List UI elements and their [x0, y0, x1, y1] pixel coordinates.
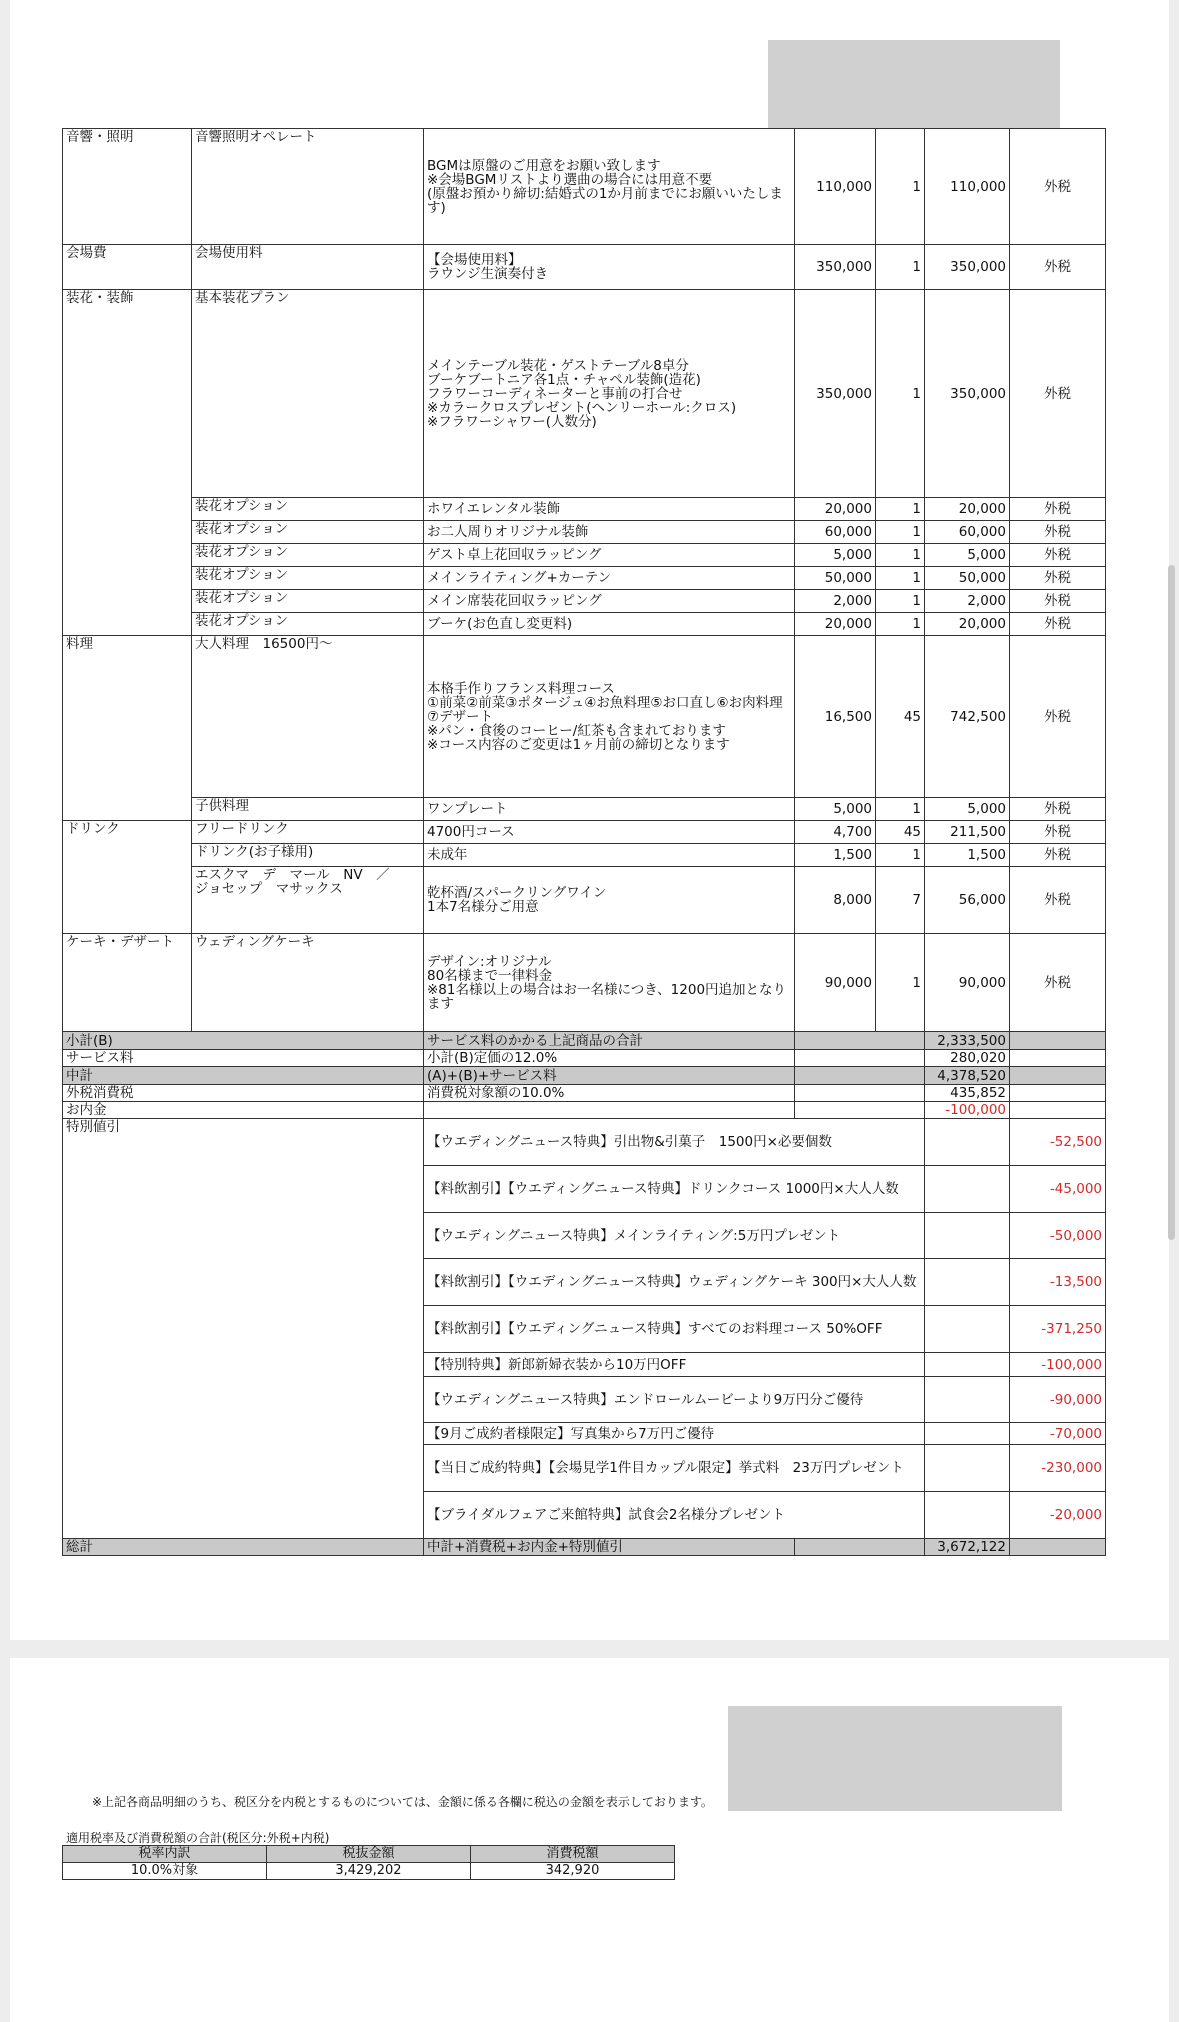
total-row [63, 1085, 1106, 1102]
quantity-cell: 45 [876, 636, 925, 798]
category-cell [63, 498, 192, 521]
total-description [424, 1102, 795, 1119]
total-description: 小計(B)定価の12.0% [424, 1050, 795, 1067]
discount-blank-cell [925, 1445, 1010, 1492]
category-cell [63, 867, 192, 934]
description-cell: お二人周りオリジナル装飾 [424, 521, 795, 544]
item-cell: フリードリンク [192, 821, 424, 844]
item-cell: 大人料理 16500円～ [192, 636, 424, 798]
unit-price-cell: 1,500 [795, 844, 876, 867]
amount-cell: 20,000 [925, 613, 1010, 636]
grand-total-label: 総計 [63, 1539, 424, 1556]
tax-type-cell: 外税 [1010, 590, 1106, 613]
description-cell: メインライティング+カーテン [424, 567, 795, 590]
total-tax-blank [1010, 1085, 1106, 1102]
tax-type-cell: 外税 [1010, 934, 1106, 1032]
unit-price-cell: 90,000 [795, 934, 876, 1032]
amount-cell: 742,500 [925, 636, 1010, 798]
total-blank-cell [795, 1032, 925, 1050]
item-cell: 装花オプション [192, 590, 424, 613]
total-row [63, 1102, 1106, 1119]
table-row [63, 544, 1106, 567]
discount-amount: -230,000 [1010, 1445, 1106, 1492]
total-label: 中計 [63, 1067, 424, 1085]
grand-total-row [63, 1539, 1106, 1556]
quantity-cell: 1 [876, 798, 925, 821]
tax-type-cell: 外税 [1010, 544, 1106, 567]
item-cell: 基本装花プラン [192, 290, 424, 498]
total-blank-cell [795, 1067, 925, 1085]
discount-description: 【ウエディングニュース特典】エンドロールムービーより9万円分ご優待 [424, 1377, 925, 1423]
total-amount: -100,000 [925, 1102, 1010, 1119]
amount-cell: 90,000 [925, 934, 1010, 1032]
category-cell [63, 844, 192, 867]
total-description: サービス料のかかる上記商品の合計 [424, 1032, 795, 1050]
description-cell: 本格手作りフランス料理コース ①前菜②前菜③ポタージュ④お魚料理⑤お口直し⑥お肉料理⑦デザート ※パン・食後のコーヒー/紅茶も含まれております ※コース内容のご変更は1ヶ月前の締切となります [424, 636, 795, 798]
discount-blank-cell [925, 1213, 1010, 1259]
total-label: お内金 [63, 1102, 424, 1119]
total-description: (A)+(B)+サービス料 [424, 1067, 795, 1085]
category-cell: ケーキ・デザート [63, 934, 192, 1032]
description-cell: 4700円コース [424, 821, 795, 844]
estimate-table-body [63, 129, 1106, 1556]
table-row [63, 821, 1106, 844]
tax-summary-header: 消費税額 [471, 1846, 675, 1863]
amount-cell: 5,000 [925, 798, 1010, 821]
grand-total-blank [795, 1539, 925, 1556]
total-tax-blank [1010, 1067, 1106, 1085]
item-cell: 子供料理 [192, 798, 424, 821]
table-row [63, 867, 1106, 934]
grand-total-tax-blank [1010, 1539, 1106, 1556]
amount-cell: 56,000 [925, 867, 1010, 934]
total-row [63, 1050, 1106, 1067]
discount-description: 【ウエディングニュース特典】引出物&引菓子 1500円×必要個数 [424, 1119, 925, 1166]
description-cell: 未成年 [424, 844, 795, 867]
item-cell: 装花オプション [192, 613, 424, 636]
item-cell: 装花オプション [192, 544, 424, 567]
grand-total-description: 中計+消費税+お内金+特別値引 [424, 1539, 795, 1556]
item-cell: ウェディングケーキ [192, 934, 424, 1032]
unit-price-cell: 16,500 [795, 636, 876, 798]
unit-price-cell: 50,000 [795, 567, 876, 590]
discount-description: 【料飲割引】【ウエディングニュース特典】ドリンクコース 1000円×大人人数 [424, 1166, 925, 1213]
redacted-area-bottom [728, 1706, 1062, 1811]
table-row [63, 844, 1106, 867]
quantity-cell: 1 [876, 567, 925, 590]
tax-summary-header: 税率内訳 [63, 1846, 267, 1863]
discount-amount: -45,000 [1010, 1166, 1106, 1213]
tax-type-cell: 外税 [1010, 636, 1106, 798]
table-row [63, 290, 1106, 498]
tax-summary-header: 税抜金額 [267, 1846, 471, 1863]
table-row [63, 498, 1106, 521]
total-label: 小計(B) [63, 1032, 424, 1050]
discount-blank-cell [925, 1119, 1010, 1166]
discount-amount: -52,500 [1010, 1119, 1106, 1166]
discount-blank-cell [925, 1166, 1010, 1213]
discount-blank-cell [925, 1306, 1010, 1353]
total-blank-cell [795, 1102, 925, 1119]
scrollbar[interactable] [1168, 565, 1175, 1240]
category-cell: 音響・照明 [63, 129, 192, 245]
unit-price-cell: 20,000 [795, 498, 876, 521]
total-amount: 435,852 [925, 1085, 1010, 1102]
quantity-cell: 1 [876, 129, 925, 245]
discount-amount: -100,000 [1010, 1353, 1106, 1377]
discount-description: 【料飲割引】【ウエディングニュース特典】ウェディングケーキ 300円×大人人数 [424, 1259, 925, 1306]
tax-type-cell: 外税 [1010, 798, 1106, 821]
tax-type-cell: 外税 [1010, 821, 1106, 844]
amount-cell: 50,000 [925, 567, 1010, 590]
description-cell: ブーケ(お色直し変更料) [424, 613, 795, 636]
discount-description: 【9月ご成約者様限定】写真集から7万円ご優待 [424, 1423, 925, 1445]
unit-price-cell: 8,000 [795, 867, 876, 934]
table-row [63, 934, 1106, 1032]
total-tax-blank [1010, 1032, 1106, 1050]
category-cell: 装花・装飾 [63, 290, 192, 498]
tax-note: ※上記各商品明細のうち、税区分を内税とするものについては、金額に係る各欄に税込の金額を表示しております。 [92, 1795, 713, 1809]
category-cell: 料理 [63, 636, 192, 798]
total-amount: 280,020 [925, 1050, 1010, 1067]
quantity-cell: 1 [876, 498, 925, 521]
discount-amount: -371,250 [1010, 1306, 1106, 1353]
discount-amount: -13,500 [1010, 1259, 1106, 1306]
unit-price-cell: 350,000 [795, 290, 876, 498]
description-cell: 【会場使用料】 ラウンジ生演奏付き [424, 245, 795, 290]
total-row [63, 1032, 1106, 1050]
tax-type-cell: 外税 [1010, 567, 1106, 590]
category-cell [63, 613, 192, 636]
tax-summary-table [62, 1845, 675, 1880]
discount-description: 【当日ご成約特典】【会場見学1件目カップル限定】挙式料 23万円プレゼント [424, 1445, 925, 1492]
total-label: 外税消費税 [63, 1085, 424, 1102]
total-tax-blank [1010, 1050, 1106, 1067]
table-row [63, 613, 1106, 636]
tax-summary-caption: 適用税率及び消費税額の合計(税区分:外税+内税) [66, 1831, 330, 1845]
unit-price-cell: 4,700 [795, 821, 876, 844]
amount-cell: 350,000 [925, 290, 1010, 498]
category-cell [63, 521, 192, 544]
unit-price-cell: 5,000 [795, 544, 876, 567]
total-tax-blank [1010, 1102, 1106, 1119]
discount-blank-cell [925, 1492, 1010, 1539]
item-cell: エスクマ デ マール NV ／ ジョセップ マサックス [192, 867, 424, 934]
category-cell: ドリンク [63, 821, 192, 844]
discount-description: 【料飲割引】【ウエディングニュース特典】すべてのお料理コース 50%OFF [424, 1306, 925, 1353]
unit-price-cell: 2,000 [795, 590, 876, 613]
amount-cell: 60,000 [925, 521, 1010, 544]
unit-price-cell: 5,000 [795, 798, 876, 821]
amount-cell: 211,500 [925, 821, 1010, 844]
table-row [63, 798, 1106, 821]
amount-cell: 5,000 [925, 544, 1010, 567]
discount-amount: -70,000 [1010, 1423, 1106, 1445]
description-cell: 乾杯酒/スパークリングワイン 1本7名様分ご用意 [424, 867, 795, 934]
quantity-cell: 1 [876, 590, 925, 613]
discount-blank-cell [925, 1423, 1010, 1445]
tax-type-cell: 外税 [1010, 521, 1106, 544]
item-cell: 装花オプション [192, 521, 424, 544]
tax-summary-cell: 10.0%対象 [63, 1863, 267, 1880]
total-blank-cell [795, 1085, 925, 1102]
item-cell: 装花オプション [192, 567, 424, 590]
item-cell: 音響照明オペレート [192, 129, 424, 245]
quantity-cell: 1 [876, 290, 925, 498]
description-cell: メイン席装花回収ラッピング [424, 590, 795, 613]
tax-type-cell: 外税 [1010, 867, 1106, 934]
total-amount: 4,378,520 [925, 1067, 1010, 1085]
unit-price-cell: 110,000 [795, 129, 876, 245]
total-label: サービス料 [63, 1050, 424, 1067]
discount-label: 特別値引 [63, 1119, 424, 1539]
quantity-cell: 1 [876, 934, 925, 1032]
table-row [63, 567, 1106, 590]
tax-summary-cell: 342,920 [471, 1863, 675, 1880]
table-row [63, 129, 1106, 245]
category-cell [63, 567, 192, 590]
amount-cell: 20,000 [925, 498, 1010, 521]
quantity-cell: 1 [876, 544, 925, 567]
item-cell: 装花オプション [192, 498, 424, 521]
tax-type-cell: 外税 [1010, 245, 1106, 290]
discount-blank-cell [925, 1353, 1010, 1377]
discount-row [63, 1119, 1106, 1166]
quantity-cell: 45 [876, 821, 925, 844]
quantity-cell: 1 [876, 521, 925, 544]
total-amount: 2,333,500 [925, 1032, 1010, 1050]
tax-type-cell: 外税 [1010, 613, 1106, 636]
category-cell [63, 798, 192, 821]
quantity-cell: 1 [876, 613, 925, 636]
unit-price-cell: 60,000 [795, 521, 876, 544]
category-cell: 会場費 [63, 245, 192, 290]
category-cell [63, 590, 192, 613]
total-blank-cell [795, 1050, 925, 1067]
description-cell: BGMは原盤のご用意をお願い致します ※会場BGMリストより選曲の場合には用意不要 (原盤お預かり締切:結婚式の1か月前までにお願いいたします) [424, 129, 795, 245]
total-description: 消費税対象額の10.0% [424, 1085, 795, 1102]
discount-blank-cell [925, 1259, 1010, 1306]
table-row [63, 590, 1106, 613]
table-row [63, 245, 1106, 290]
category-cell [63, 544, 192, 567]
discount-amount: -20,000 [1010, 1492, 1106, 1539]
tax-type-cell: 外税 [1010, 290, 1106, 498]
description-cell: ワンプレート [424, 798, 795, 821]
tax-type-cell: 外税 [1010, 844, 1106, 867]
amount-cell: 350,000 [925, 245, 1010, 290]
discount-description: 【ウエディングニュース特典】メインライティング:5万円プレゼント [424, 1213, 925, 1259]
unit-price-cell: 350,000 [795, 245, 876, 290]
discount-description: 【ブライダルフェアご来館特典】試食会2名様分プレゼント [424, 1492, 925, 1539]
tax-type-cell: 外税 [1010, 498, 1106, 521]
table-row [63, 521, 1106, 544]
amount-cell: 110,000 [925, 129, 1010, 245]
estimate-table [62, 128, 1106, 1556]
discount-amount: -50,000 [1010, 1213, 1106, 1259]
description-cell: メインテーブル装花・ゲストテーブル8卓分 ブーケブートニア各1点・チャペル装飾(造花) フラワーコーディネーターと事前の打合せ ※カラークロスプレゼント(ヘンリーホール:クロス) ※フラワーシャワー(人数分) [424, 290, 795, 498]
discount-amount: -90,000 [1010, 1377, 1106, 1423]
amount-cell: 1,500 [925, 844, 1010, 867]
item-cell: 会場使用料 [192, 245, 424, 290]
quantity-cell: 1 [876, 245, 925, 290]
unit-price-cell: 20,000 [795, 613, 876, 636]
redacted-area-top [768, 40, 1060, 128]
description-cell: ゲスト卓上花回収ラッピング [424, 544, 795, 567]
description-cell: デザイン:オリジナル 80名様まで一律料金 ※81名様以上の場合はお一名様につき、1200円追加となります [424, 934, 795, 1032]
item-cell: ドリンク(お子様用) [192, 844, 424, 867]
table-row [63, 636, 1106, 798]
quantity-cell: 1 [876, 844, 925, 867]
amount-cell: 2,000 [925, 590, 1010, 613]
grand-total-amount: 3,672,122 [925, 1539, 1010, 1556]
total-row [63, 1067, 1106, 1085]
tax-summary-cell: 3,429,202 [267, 1863, 471, 1880]
discount-description: 【特別特典】新郎新婦衣装から10万円OFF [424, 1353, 925, 1377]
discount-blank-cell [925, 1377, 1010, 1423]
tax-type-cell: 外税 [1010, 129, 1106, 245]
description-cell: ホワイエレンタル装飾 [424, 498, 795, 521]
quantity-cell: 7 [876, 867, 925, 934]
